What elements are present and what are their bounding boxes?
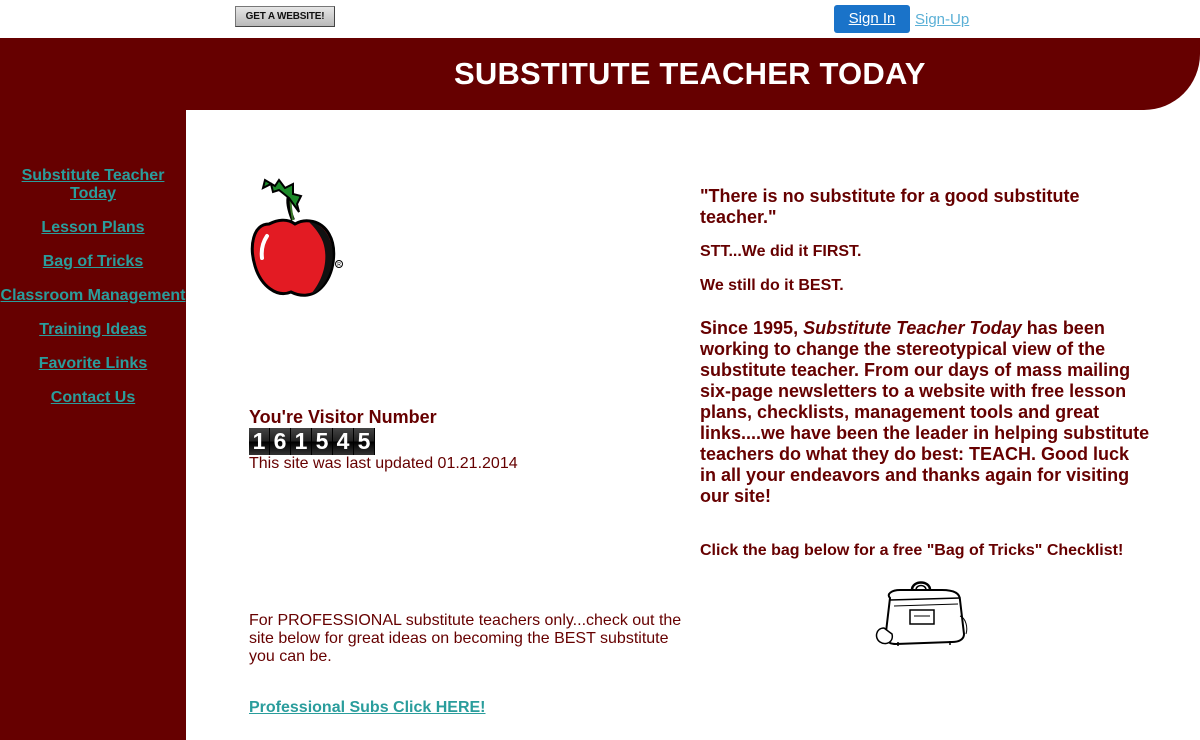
nav-item-contact-us[interactable]: Contact Us (50, 389, 136, 406)
page-title: SUBSTITUTE TEACHER TODAY (454, 56, 926, 91)
nav-item-training-ideas[interactable]: Training Ideas (39, 321, 147, 338)
about-pre: Since 1995, (700, 318, 804, 338)
visitor-counter-digit: 1 (249, 428, 270, 455)
apple-logo-icon (249, 176, 347, 302)
visitor-counter-digit: 4 (333, 428, 354, 455)
visitor-counter (249, 428, 375, 455)
visitor-counter-digit: 5 (354, 428, 375, 455)
nav-item-classroom-management[interactable]: Classroom Management (0, 287, 186, 304)
about-paragraph (700, 318, 1150, 507)
visitor-title: You're Visitor Number (249, 407, 437, 427)
visitor-counter-digit: 6 (270, 428, 291, 455)
get-a-website-button[interactable]: GET A WEBSITE! (235, 6, 335, 27)
bag-of-tricks-icon[interactable] (872, 576, 970, 648)
professional-subs-link[interactable]: Professional Subs Click HERE! (249, 699, 486, 716)
about-post: has been working to change the stereotypical view of the substitute teacher. From our days of mass mailing six-page newsletters to a website with free lesson plans, checklists, management tools and great links....we have been the leader in helping substitute teachers do what they do best: TEACH. Good luck in all your endeavors and thanks again for visiting our site! (700, 318, 1150, 506)
content-corner (186, 110, 256, 180)
about-site-name: Substitute Teacher Today (803, 318, 1022, 338)
nav-item-favorite-links[interactable]: Favorite Links (38, 355, 148, 372)
nav-item-bag-of-tricks[interactable]: Bag of Tricks (42, 253, 144, 270)
visitor-counter-digit: 5 (312, 428, 333, 455)
first-tagline: STT...We did it FIRST. (700, 243, 862, 260)
bag-of-tricks-caption: Click the bag below for a free "Bag of Tricks" Checklist! (700, 542, 1124, 559)
nav-item-lesson-plans[interactable]: Lesson Plans (41, 219, 145, 236)
professional-subs-text: For PROFESSIONAL substitute teachers only...check out the site below for great ideas on becoming the BEST substitute you can be. (249, 612, 682, 665)
sign-in-button[interactable]: Sign In (834, 5, 910, 33)
last-updated-text: This site was last updated 01.21.2014 (249, 455, 518, 472)
quote-text: "There is no substitute for a good substitute teacher." (700, 186, 1080, 227)
best-tagline: We still do it BEST. (700, 277, 844, 294)
nav-item-substitute-teacher-today[interactable]: Substitute Teacher Today (21, 167, 165, 202)
sign-up-link[interactable]: Sign-Up (915, 11, 970, 28)
svg-text:R: R (337, 262, 341, 268)
sidebar-nav (0, 167, 186, 423)
visitor-counter-digit: 1 (291, 428, 312, 455)
